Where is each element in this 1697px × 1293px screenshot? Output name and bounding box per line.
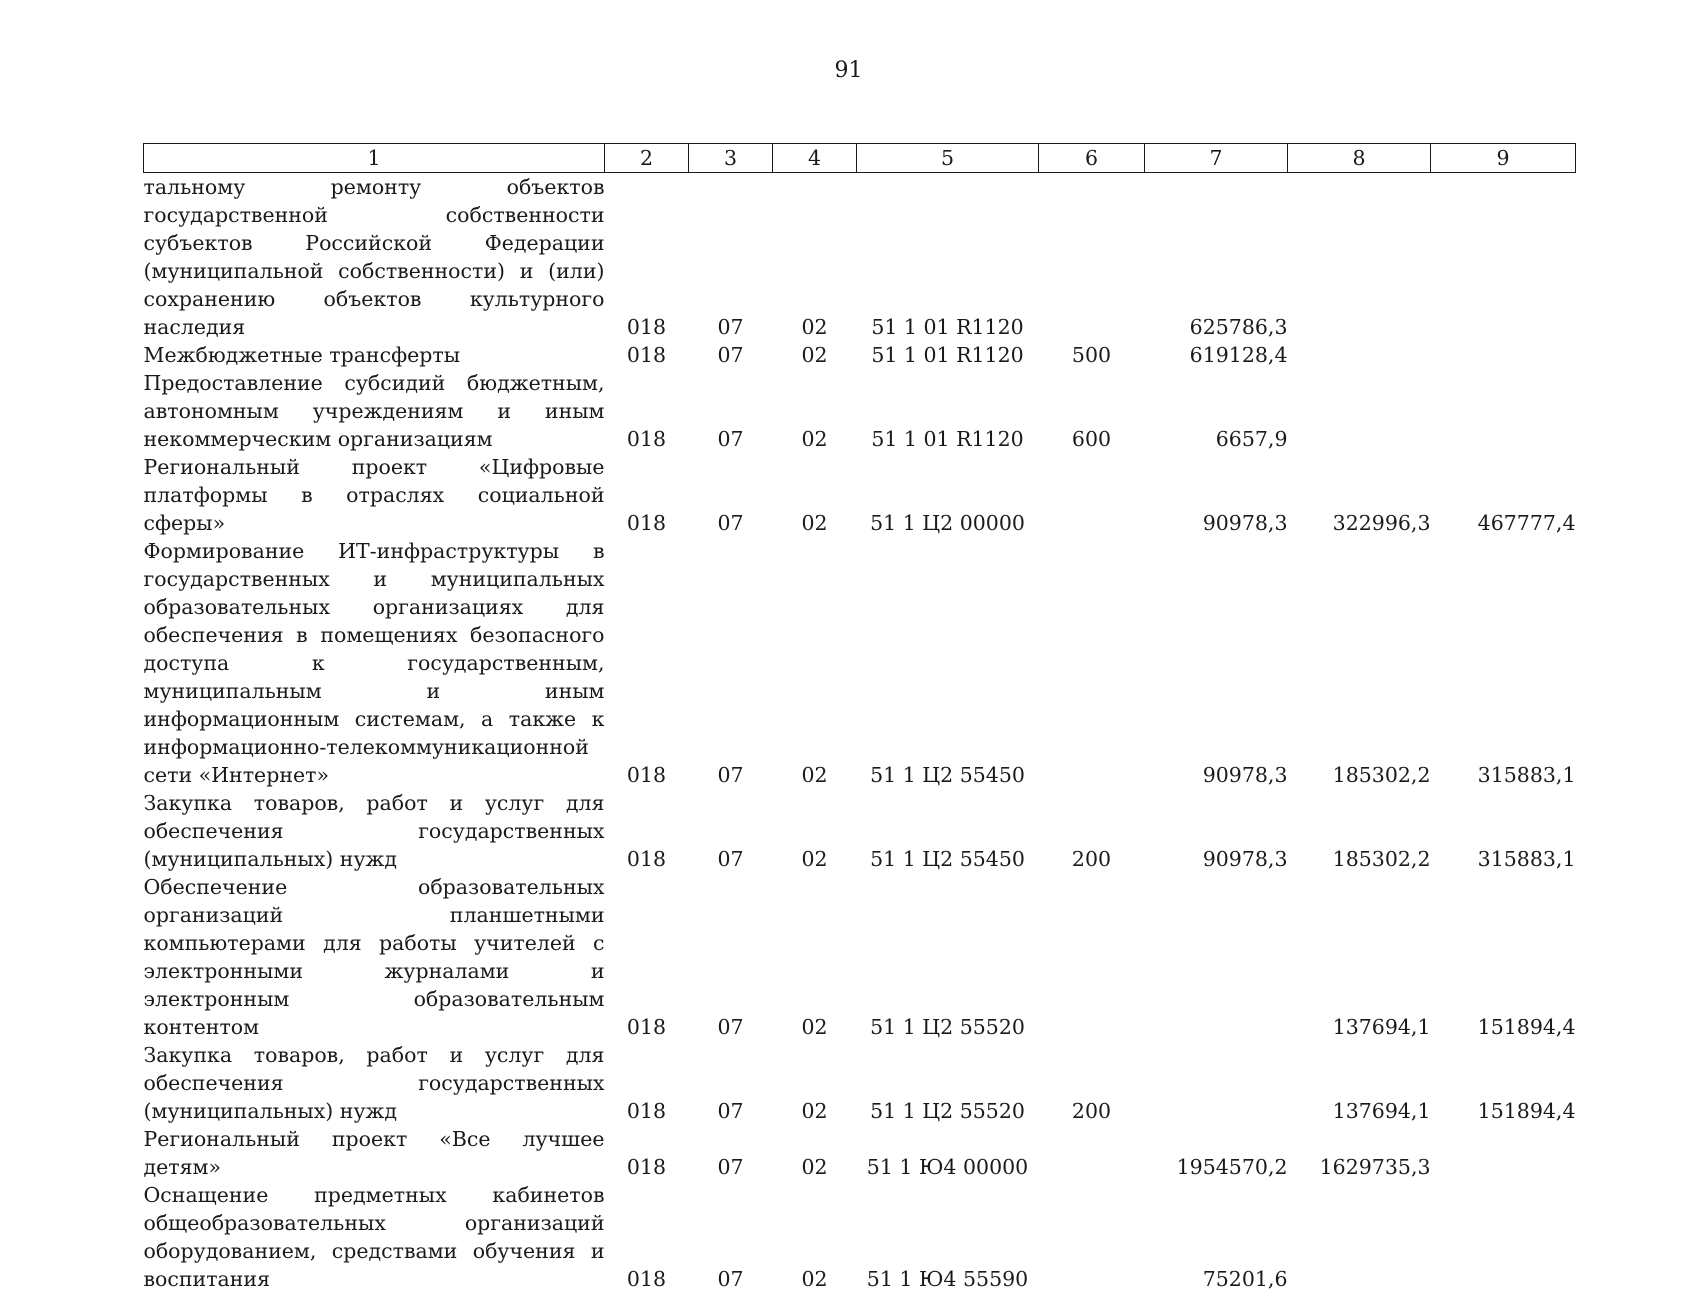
cell-col-6: 200	[1071, 847, 1112, 871]
cell-col-6: 200	[1071, 1099, 1112, 1123]
cell-col-3: 07	[717, 763, 744, 787]
cell-col-2: 018	[626, 1155, 667, 1179]
cell-col-4: 02	[801, 847, 828, 871]
cell-col-2: 018	[626, 315, 667, 339]
cell-col-3: 07	[717, 343, 744, 367]
row-name: Закупка товаров, работ и услуг для обеспечения государственных (муниципальных) нужд	[143, 791, 605, 871]
column-header: 3	[689, 144, 773, 173]
cell-col-7: 625786,3	[1189, 315, 1288, 339]
cell-col-6	[1039, 537, 1145, 789]
column-header: 8	[1288, 144, 1431, 173]
cell-col-4: 02	[801, 1267, 828, 1291]
cell-col-9: 151894,4	[1477, 1099, 1576, 1123]
cell-col-5: 51 1 Ц2 55520	[870, 1099, 1025, 1123]
cell-col-8: 185302,2	[1332, 763, 1431, 787]
cell-col-2: 018	[626, 763, 667, 787]
column-header: 4	[773, 144, 857, 173]
cell-col-6	[1039, 453, 1145, 537]
cell-col-7: 6657,9	[1215, 427, 1288, 451]
cell-col-7	[1145, 1041, 1288, 1125]
budget-table	[143, 143, 1576, 1293]
cell-col-2: 018	[626, 1267, 667, 1291]
cell-col-5: 51 1 Ц2 55520	[870, 1015, 1025, 1039]
cell-col-4: 02	[801, 427, 828, 451]
cell-col-9	[1431, 1125, 1576, 1181]
cell-col-9: 151894,4	[1477, 1015, 1576, 1039]
cell-col-7: 90978,3	[1202, 511, 1288, 535]
cell-col-7: 90978,3	[1202, 847, 1288, 871]
row-name: Межбюджетные трансферты	[143, 343, 461, 367]
cell-col-6: 600	[1071, 427, 1112, 451]
cell-col-4: 02	[801, 1099, 828, 1123]
cell-col-6: 500	[1071, 343, 1112, 367]
cell-col-9: 467777,4	[1477, 511, 1576, 535]
cell-col-7: 619128,4	[1189, 343, 1288, 367]
cell-col-6	[1039, 873, 1145, 1041]
row-name: Региональный проект «Цифровые платформы в отраслях социальной сферы»	[143, 455, 605, 535]
cell-col-2: 018	[626, 1099, 667, 1123]
cell-col-8	[1288, 369, 1431, 453]
page-number: 91	[834, 58, 863, 83]
column-header: 2	[605, 144, 689, 173]
cell-col-2: 018	[626, 511, 667, 535]
cell-col-8	[1288, 341, 1431, 369]
row-name: Обеспечение образовательных организаций планшетными компьютерами для работы учителей с электронными журналами и электронным образовательным контентом	[143, 875, 605, 1039]
cell-col-5: 51 1 01 R1120	[871, 427, 1024, 451]
column-header: 6	[1039, 144, 1145, 173]
cell-col-3: 07	[717, 1099, 744, 1123]
cell-col-6	[1039, 1125, 1145, 1181]
row-name: Региональный проект «Все лучшее детям»	[143, 1127, 605, 1179]
cell-col-2: 018	[626, 343, 667, 367]
cell-col-2: 018	[626, 427, 667, 451]
cell-col-4: 02	[801, 1015, 828, 1039]
cell-col-3: 07	[717, 511, 744, 535]
cell-col-5: 51 1 Ю4 00000	[866, 1155, 1029, 1179]
row-name: тальному ремонту объектов государственной собственности субъектов Российской Федерации (муниципальной собственности) и (или) сохранению объектов культурного наследия	[143, 175, 605, 339]
cell-col-8: 185302,2	[1332, 847, 1431, 871]
table-row	[144, 341, 1576, 369]
cell-col-4: 02	[801, 1155, 828, 1179]
table-row	[144, 537, 1576, 789]
column-header: 9	[1431, 144, 1576, 173]
table-row	[144, 453, 1576, 537]
cell-col-9	[1431, 369, 1576, 453]
cell-col-5: 51 1 Ц2 00000	[870, 511, 1025, 535]
row-name: Оснащение предметных кабинетов общеобразовательных организаций оборудованием, средствами обучения и воспитания	[143, 1183, 605, 1291]
table-row	[144, 369, 1576, 453]
cell-col-3: 07	[717, 1015, 744, 1039]
cell-col-8	[1288, 173, 1431, 342]
cell-col-3: 07	[717, 847, 744, 871]
cell-col-8: 137694,1	[1332, 1015, 1431, 1039]
table-header-row	[144, 144, 1576, 173]
cell-col-7: 90978,3	[1202, 763, 1288, 787]
cell-col-5: 51 1 Ц2 55450	[870, 763, 1025, 787]
cell-col-6	[1039, 1181, 1145, 1293]
cell-col-7: 75201,6	[1202, 1267, 1288, 1291]
cell-col-9: 315883,1	[1477, 763, 1576, 787]
cell-col-4: 02	[801, 763, 828, 787]
table-row	[144, 873, 1576, 1041]
cell-col-9: 315883,1	[1477, 847, 1576, 871]
cell-col-2: 018	[626, 1015, 667, 1039]
row-name: Закупка товаров, работ и услуг для обеспечения государственных (муниципальных) нужд	[143, 1043, 605, 1123]
cell-col-6	[1039, 173, 1145, 342]
table-row	[144, 789, 1576, 873]
cell-col-3: 07	[717, 427, 744, 451]
cell-col-8: 322996,3	[1332, 511, 1431, 535]
cell-col-4: 02	[801, 343, 828, 367]
column-header: 1	[144, 144, 605, 173]
cell-col-9	[1431, 173, 1576, 342]
table-row	[144, 1125, 1576, 1181]
row-name: Предоставление субсидий бюджетным, автономным учреждениям и иным некоммерческим организациям	[143, 371, 605, 451]
cell-col-3: 07	[717, 1267, 744, 1291]
cell-col-8: 137694,1	[1332, 1099, 1431, 1123]
table-row	[144, 173, 1576, 342]
row-name: Формирование ИТ-инфраструктуры в государственных и муниципальных образовательных организациях для обеспечения в помещениях безопасного доступа к государственным, муниципальным и иным информационным системам, а также к информационно-телекоммуникационной сети «Интернет»	[143, 539, 605, 787]
table-row	[144, 1181, 1576, 1293]
cell-col-2: 018	[626, 847, 667, 871]
cell-col-4: 02	[801, 511, 828, 535]
cell-col-3: 07	[717, 1155, 744, 1179]
cell-col-8	[1288, 1181, 1431, 1293]
cell-col-7: 1954570,2	[1176, 1155, 1288, 1179]
cell-col-5: 51 1 01 R1120	[871, 315, 1024, 339]
cell-col-9	[1431, 341, 1576, 369]
cell-col-9	[1431, 1181, 1576, 1293]
cell-col-8: 1629735,3	[1319, 1155, 1431, 1179]
cell-col-4: 02	[801, 315, 828, 339]
cell-col-5: 51 1 Ю4 55590	[866, 1267, 1029, 1291]
cell-col-5: 51 1 Ц2 55450	[870, 847, 1025, 871]
cell-col-7	[1145, 873, 1288, 1041]
column-header: 5	[857, 144, 1039, 173]
table-row	[144, 1041, 1576, 1125]
cell-col-3: 07	[717, 315, 744, 339]
cell-col-5: 51 1 01 R1120	[871, 343, 1024, 367]
column-header: 7	[1145, 144, 1288, 173]
